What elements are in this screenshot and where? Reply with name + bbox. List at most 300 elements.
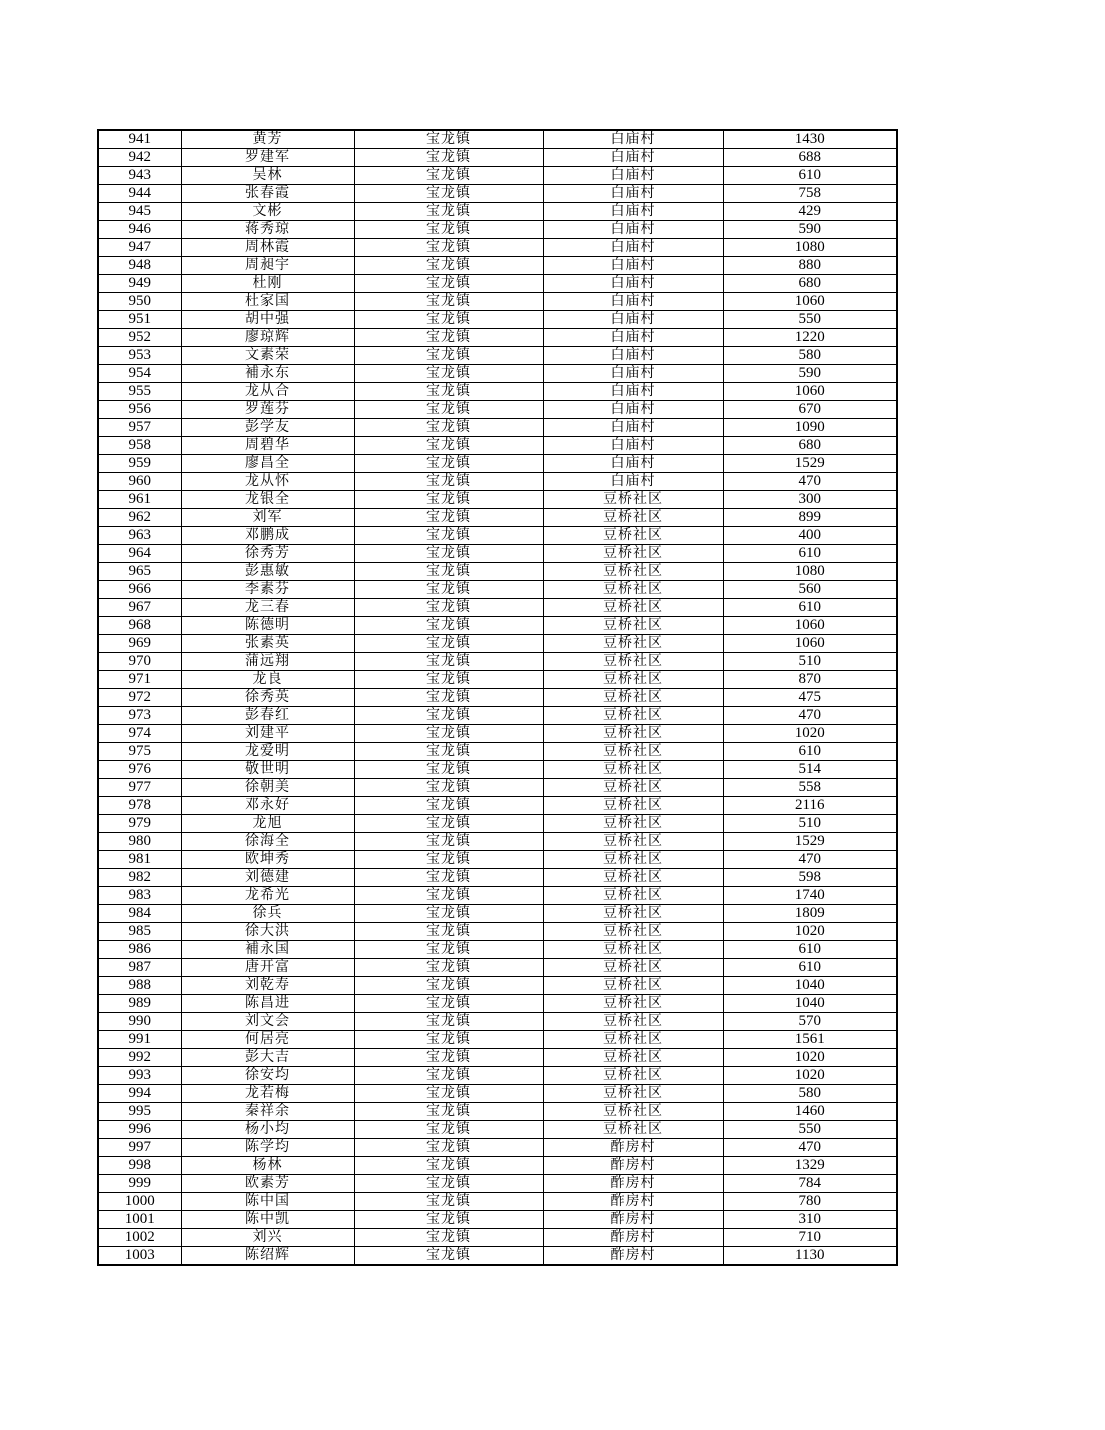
- town-cell: 宝龙镇: [354, 185, 543, 203]
- town-cell: 宝龙镇: [354, 833, 543, 851]
- table-row: [98, 617, 897, 635]
- row-number-cell: 977: [98, 779, 181, 797]
- town-cell: 宝龙镇: [354, 1085, 543, 1103]
- table-row: [98, 401, 897, 419]
- town-cell: 宝龙镇: [354, 311, 543, 329]
- row-number-cell: 994: [98, 1085, 181, 1103]
- row-number-cell: 970: [98, 653, 181, 671]
- table-row: [98, 383, 897, 401]
- name-cell: 廖昌全: [181, 455, 354, 473]
- name-cell: 龙从怀: [181, 473, 354, 491]
- row-number-cell: 992: [98, 1049, 181, 1067]
- village-cell: 白庙村: [543, 455, 723, 473]
- table-row: [98, 725, 897, 743]
- name-cell: 徐兵: [181, 905, 354, 923]
- row-number-cell: 957: [98, 419, 181, 437]
- town-cell: 宝龙镇: [354, 1193, 543, 1211]
- village-cell: 豆桥社区: [543, 905, 723, 923]
- amount-cell: 680: [723, 275, 897, 293]
- table-row: [98, 329, 897, 347]
- row-number-cell: 966: [98, 581, 181, 599]
- village-cell: 豆桥社区: [543, 743, 723, 761]
- row-number-cell: 961: [98, 491, 181, 509]
- amount-cell: 558: [723, 779, 897, 797]
- village-cell: 白庙村: [543, 365, 723, 383]
- name-cell: 陈绍辉: [181, 1247, 354, 1266]
- name-cell: 何居亮: [181, 1031, 354, 1049]
- town-cell: 宝龙镇: [354, 401, 543, 419]
- village-cell: 白庙村: [543, 239, 723, 257]
- table-row: [98, 779, 897, 797]
- village-cell: 豆桥社区: [543, 707, 723, 725]
- name-cell: 吴林: [181, 167, 354, 185]
- village-cell: 豆桥社区: [543, 653, 723, 671]
- row-number-cell: 963: [98, 527, 181, 545]
- amount-cell: 780: [723, 1193, 897, 1211]
- row-number-cell: 995: [98, 1103, 181, 1121]
- amount-cell: 2116: [723, 797, 897, 815]
- name-cell: 张素英: [181, 635, 354, 653]
- village-cell: 豆桥社区: [543, 1031, 723, 1049]
- town-cell: 宝龙镇: [354, 563, 543, 581]
- table-row: [98, 833, 897, 851]
- table-row: [98, 851, 897, 869]
- row-number-cell: 969: [98, 635, 181, 653]
- village-cell: 豆桥社区: [543, 923, 723, 941]
- amount-cell: 470: [723, 851, 897, 869]
- table-row: [98, 437, 897, 455]
- table-row: [98, 257, 897, 275]
- name-cell: 李素芬: [181, 581, 354, 599]
- village-cell: 豆桥社区: [543, 725, 723, 743]
- village-cell: 豆桥社区: [543, 581, 723, 599]
- table-row: [98, 293, 897, 311]
- village-cell: 豆桥社区: [543, 815, 723, 833]
- name-cell: 徐海全: [181, 833, 354, 851]
- village-cell: 白庙村: [543, 203, 723, 221]
- amount-cell: 1060: [723, 293, 897, 311]
- name-cell: 補永东: [181, 365, 354, 383]
- amount-cell: 429: [723, 203, 897, 221]
- table-row: [98, 923, 897, 941]
- town-cell: 宝龙镇: [354, 1247, 543, 1266]
- row-number-cell: 950: [98, 293, 181, 311]
- village-cell: 白庙村: [543, 293, 723, 311]
- row-number-cell: 981: [98, 851, 181, 869]
- row-number-cell: 979: [98, 815, 181, 833]
- row-number-cell: 968: [98, 617, 181, 635]
- amount-cell: 610: [723, 941, 897, 959]
- name-cell: 蒲远翔: [181, 653, 354, 671]
- amount-cell: 758: [723, 185, 897, 203]
- village-cell: 豆桥社区: [543, 869, 723, 887]
- table-row: [98, 455, 897, 473]
- village-cell: 豆桥社区: [543, 941, 723, 959]
- table-row: [98, 905, 897, 923]
- town-cell: 宝龙镇: [354, 473, 543, 491]
- row-number-cell: 955: [98, 383, 181, 401]
- village-cell: 豆桥社区: [543, 617, 723, 635]
- amount-cell: 1020: [723, 1067, 897, 1085]
- name-cell: 龙希光: [181, 887, 354, 905]
- town-cell: 宝龙镇: [354, 1013, 543, 1031]
- amount-cell: 784: [723, 1175, 897, 1193]
- amount-cell: 1130: [723, 1247, 897, 1266]
- name-cell: 徐安均: [181, 1067, 354, 1085]
- village-cell: 豆桥社区: [543, 545, 723, 563]
- village-cell: 酢房村: [543, 1157, 723, 1175]
- data-table: [97, 129, 898, 1266]
- village-cell: 豆桥社区: [543, 995, 723, 1013]
- row-number-cell: 997: [98, 1139, 181, 1157]
- amount-cell: 1561: [723, 1031, 897, 1049]
- village-cell: 酢房村: [543, 1193, 723, 1211]
- amount-cell: 1529: [723, 833, 897, 851]
- name-cell: 罗莲芬: [181, 401, 354, 419]
- table-row: [98, 1049, 897, 1067]
- town-cell: 宝龙镇: [354, 779, 543, 797]
- village-cell: 豆桥社区: [543, 671, 723, 689]
- town-cell: 宝龙镇: [354, 797, 543, 815]
- town-cell: 宝龙镇: [354, 995, 543, 1013]
- town-cell: 宝龙镇: [354, 671, 543, 689]
- name-cell: 邓永好: [181, 797, 354, 815]
- village-cell: 豆桥社区: [543, 959, 723, 977]
- village-cell: 豆桥社区: [543, 1121, 723, 1139]
- row-number-cell: 996: [98, 1121, 181, 1139]
- village-cell: 豆桥社区: [543, 491, 723, 509]
- village-cell: 豆桥社区: [543, 797, 723, 815]
- row-number-cell: 984: [98, 905, 181, 923]
- name-cell: 秦祥余: [181, 1103, 354, 1121]
- row-number-cell: 954: [98, 365, 181, 383]
- town-cell: 宝龙镇: [354, 743, 543, 761]
- village-cell: 白庙村: [543, 437, 723, 455]
- town-cell: 宝龙镇: [354, 293, 543, 311]
- row-number-cell: 944: [98, 185, 181, 203]
- village-cell: 豆桥社区: [543, 833, 723, 851]
- name-cell: 邓鹏成: [181, 527, 354, 545]
- name-cell: 敬世明: [181, 761, 354, 779]
- table-row: [98, 581, 897, 599]
- table-row: [98, 1067, 897, 1085]
- name-cell: 徐秀芳: [181, 545, 354, 563]
- name-cell: 刘乾寿: [181, 977, 354, 995]
- town-cell: 宝龙镇: [354, 707, 543, 725]
- row-number-cell: 948: [98, 257, 181, 275]
- table-row: [98, 419, 897, 437]
- town-cell: 宝龙镇: [354, 149, 543, 167]
- village-cell: 白庙村: [543, 347, 723, 365]
- amount-cell: 688: [723, 149, 897, 167]
- row-number-cell: 974: [98, 725, 181, 743]
- name-cell: 陈昌进: [181, 995, 354, 1013]
- town-cell: 宝龙镇: [354, 761, 543, 779]
- amount-cell: 1080: [723, 563, 897, 581]
- village-cell: 白庙村: [543, 149, 723, 167]
- table-row: [98, 1085, 897, 1103]
- name-cell: 龙爱明: [181, 743, 354, 761]
- village-cell: 豆桥社区: [543, 851, 723, 869]
- table-row: [98, 797, 897, 815]
- name-cell: 徐秀英: [181, 689, 354, 707]
- village-cell: 白庙村: [543, 221, 723, 239]
- town-cell: 宝龙镇: [354, 887, 543, 905]
- name-cell: 彭学友: [181, 419, 354, 437]
- village-cell: 白庙村: [543, 275, 723, 293]
- amount-cell: 550: [723, 1121, 897, 1139]
- table-row: [98, 1175, 897, 1193]
- row-number-cell: 960: [98, 473, 181, 491]
- name-cell: 唐开富: [181, 959, 354, 977]
- table-row: [98, 491, 897, 509]
- name-cell: 刘德建: [181, 869, 354, 887]
- amount-cell: 610: [723, 599, 897, 617]
- row-number-cell: 967: [98, 599, 181, 617]
- table-row: [98, 221, 897, 239]
- name-cell: 龙从合: [181, 383, 354, 401]
- row-number-cell: 973: [98, 707, 181, 725]
- name-cell: 刘兴: [181, 1229, 354, 1247]
- town-cell: 宝龙镇: [354, 1031, 543, 1049]
- table-row: [98, 653, 897, 671]
- village-cell: 酢房村: [543, 1229, 723, 1247]
- name-cell: 刘建平: [181, 725, 354, 743]
- name-cell: 杜刚: [181, 275, 354, 293]
- row-number-cell: 980: [98, 833, 181, 851]
- row-number-cell: 991: [98, 1031, 181, 1049]
- amount-cell: 1090: [723, 419, 897, 437]
- amount-cell: 590: [723, 365, 897, 383]
- table-row: [98, 995, 897, 1013]
- name-cell: 龙银全: [181, 491, 354, 509]
- amount-cell: 1430: [723, 130, 897, 149]
- village-cell: 酢房村: [543, 1175, 723, 1193]
- name-cell: 補永国: [181, 941, 354, 959]
- table-row: [98, 1157, 897, 1175]
- town-cell: 宝龙镇: [354, 851, 543, 869]
- town-cell: 宝龙镇: [354, 959, 543, 977]
- row-number-cell: 999: [98, 1175, 181, 1193]
- town-cell: 宝龙镇: [354, 869, 543, 887]
- table-row: [98, 1139, 897, 1157]
- amount-cell: 550: [723, 311, 897, 329]
- village-cell: 豆桥社区: [543, 635, 723, 653]
- name-cell: 彭惠敏: [181, 563, 354, 581]
- table-row: [98, 707, 897, 725]
- village-cell: 豆桥社区: [543, 689, 723, 707]
- name-cell: 龙三春: [181, 599, 354, 617]
- village-cell: 豆桥社区: [543, 509, 723, 527]
- name-cell: 罗建军: [181, 149, 354, 167]
- row-number-cell: 951: [98, 311, 181, 329]
- town-cell: 宝龙镇: [354, 491, 543, 509]
- village-cell: 豆桥社区: [543, 779, 723, 797]
- amount-cell: 610: [723, 959, 897, 977]
- row-number-cell: 976: [98, 761, 181, 779]
- name-cell: 周林霞: [181, 239, 354, 257]
- row-number-cell: 964: [98, 545, 181, 563]
- town-cell: 宝龙镇: [354, 599, 543, 617]
- village-cell: 豆桥社区: [543, 761, 723, 779]
- amount-cell: 598: [723, 869, 897, 887]
- table-row: [98, 1013, 897, 1031]
- amount-cell: 310: [723, 1211, 897, 1229]
- row-number-cell: 986: [98, 941, 181, 959]
- town-cell: 宝龙镇: [354, 977, 543, 995]
- name-cell: 陈学均: [181, 1139, 354, 1157]
- town-cell: 宝龙镇: [354, 221, 543, 239]
- row-number-cell: 985: [98, 923, 181, 941]
- amount-cell: 1020: [723, 725, 897, 743]
- row-number-cell: 952: [98, 329, 181, 347]
- row-number-cell: 965: [98, 563, 181, 581]
- table-row: [98, 130, 897, 149]
- amount-cell: 560: [723, 581, 897, 599]
- name-cell: 徐朝美: [181, 779, 354, 797]
- amount-cell: 1060: [723, 383, 897, 401]
- amount-cell: 1060: [723, 635, 897, 653]
- row-number-cell: 947: [98, 239, 181, 257]
- row-number-cell: 942: [98, 149, 181, 167]
- amount-cell: 510: [723, 815, 897, 833]
- row-number-cell: 972: [98, 689, 181, 707]
- town-cell: 宝龙镇: [354, 1121, 543, 1139]
- town-cell: 宝龙镇: [354, 1211, 543, 1229]
- amount-cell: 580: [723, 347, 897, 365]
- village-cell: 酢房村: [543, 1139, 723, 1157]
- table-row: [98, 1229, 897, 1247]
- row-number-cell: 993: [98, 1067, 181, 1085]
- name-cell: 徐大洪: [181, 923, 354, 941]
- village-cell: 豆桥社区: [543, 1103, 723, 1121]
- name-cell: 文彬: [181, 203, 354, 221]
- town-cell: 宝龙镇: [354, 347, 543, 365]
- town-cell: 宝龙镇: [354, 527, 543, 545]
- row-number-cell: 1001: [98, 1211, 181, 1229]
- amount-cell: 470: [723, 1139, 897, 1157]
- row-number-cell: 958: [98, 437, 181, 455]
- village-cell: 白庙村: [543, 167, 723, 185]
- name-cell: 龙若梅: [181, 1085, 354, 1103]
- table-row: [98, 239, 897, 257]
- town-cell: 宝龙镇: [354, 905, 543, 923]
- row-number-cell: 983: [98, 887, 181, 905]
- table-row: [98, 671, 897, 689]
- row-number-cell: 946: [98, 221, 181, 239]
- amount-cell: 1080: [723, 239, 897, 257]
- table-row: [98, 1211, 897, 1229]
- town-cell: 宝龙镇: [354, 725, 543, 743]
- town-cell: 宝龙镇: [354, 167, 543, 185]
- row-number-cell: 982: [98, 869, 181, 887]
- table-row: [98, 509, 897, 527]
- town-cell: 宝龙镇: [354, 257, 543, 275]
- amount-cell: 1020: [723, 923, 897, 941]
- row-number-cell: 962: [98, 509, 181, 527]
- name-cell: 刘军: [181, 509, 354, 527]
- town-cell: 宝龙镇: [354, 815, 543, 833]
- table-row: [98, 527, 897, 545]
- village-cell: 豆桥社区: [543, 887, 723, 905]
- name-cell: 陈德明: [181, 617, 354, 635]
- village-cell: 豆桥社区: [543, 527, 723, 545]
- name-cell: 杨小均: [181, 1121, 354, 1139]
- village-cell: 白庙村: [543, 311, 723, 329]
- name-cell: 彭春红: [181, 707, 354, 725]
- town-cell: 宝龙镇: [354, 419, 543, 437]
- row-number-cell: 959: [98, 455, 181, 473]
- table-row: [98, 959, 897, 977]
- amount-cell: 1460: [723, 1103, 897, 1121]
- town-cell: 宝龙镇: [354, 581, 543, 599]
- village-cell: 白庙村: [543, 383, 723, 401]
- village-cell: 白庙村: [543, 419, 723, 437]
- table-row: [98, 1103, 897, 1121]
- name-cell: 杜家国: [181, 293, 354, 311]
- amount-cell: 570: [723, 1013, 897, 1031]
- table-row: [98, 743, 897, 761]
- village-cell: 豆桥社区: [543, 1049, 723, 1067]
- amount-cell: 1220: [723, 329, 897, 347]
- town-cell: 宝龙镇: [354, 383, 543, 401]
- town-cell: 宝龙镇: [354, 923, 543, 941]
- town-cell: 宝龙镇: [354, 653, 543, 671]
- row-number-cell: 998: [98, 1157, 181, 1175]
- town-cell: 宝龙镇: [354, 1157, 543, 1175]
- amount-cell: 400: [723, 527, 897, 545]
- amount-cell: 1740: [723, 887, 897, 905]
- table-row: [98, 1193, 897, 1211]
- table-row: [98, 941, 897, 959]
- name-cell: 陈中国: [181, 1193, 354, 1211]
- table-row: [98, 869, 897, 887]
- row-number-cell: 988: [98, 977, 181, 995]
- village-cell: 豆桥社区: [543, 1013, 723, 1031]
- town-cell: 宝龙镇: [354, 455, 543, 473]
- amount-cell: 514: [723, 761, 897, 779]
- amount-cell: 610: [723, 167, 897, 185]
- village-cell: 豆桥社区: [543, 1085, 723, 1103]
- village-cell: 白庙村: [543, 130, 723, 149]
- town-cell: 宝龙镇: [354, 1049, 543, 1067]
- town-cell: 宝龙镇: [354, 437, 543, 455]
- name-cell: 周碧华: [181, 437, 354, 455]
- row-number-cell: 975: [98, 743, 181, 761]
- table-row: [98, 563, 897, 581]
- amount-cell: 899: [723, 509, 897, 527]
- amount-cell: 1060: [723, 617, 897, 635]
- amount-cell: 470: [723, 707, 897, 725]
- row-number-cell: 990: [98, 1013, 181, 1031]
- row-number-cell: 953: [98, 347, 181, 365]
- town-cell: 宝龙镇: [354, 365, 543, 383]
- name-cell: 陈中凯: [181, 1211, 354, 1229]
- name-cell: 刘文会: [181, 1013, 354, 1031]
- table-row: [98, 599, 897, 617]
- table-row: [98, 275, 897, 293]
- town-cell: 宝龙镇: [354, 1229, 543, 1247]
- amount-cell: 1040: [723, 977, 897, 995]
- table-row: [98, 1121, 897, 1139]
- amount-cell: 670: [723, 401, 897, 419]
- village-cell: 豆桥社区: [543, 599, 723, 617]
- town-cell: 宝龙镇: [354, 130, 543, 149]
- row-number-cell: 1000: [98, 1193, 181, 1211]
- amount-cell: 1809: [723, 905, 897, 923]
- name-cell: 蒋秀琼: [181, 221, 354, 239]
- table-row: [98, 635, 897, 653]
